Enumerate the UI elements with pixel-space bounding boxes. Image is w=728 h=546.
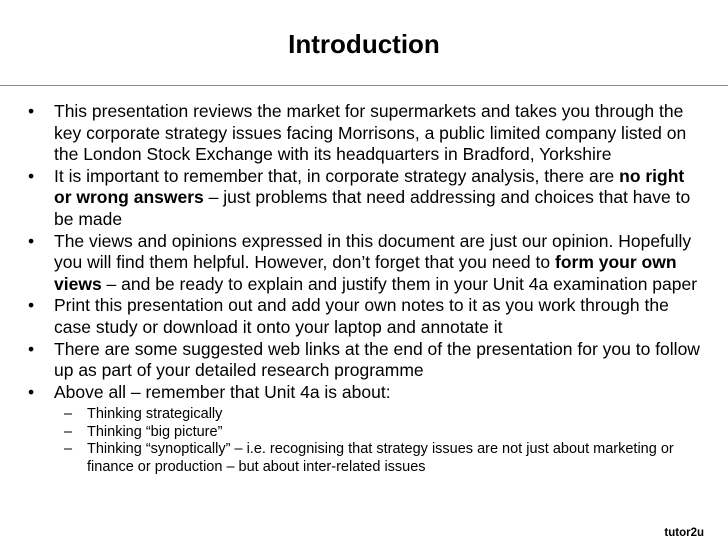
bullet-item <box>0 101 728 166</box>
sub-bullet-text: Thinking “synoptically” – i.e. recognising that strategy issues are not just about marketing or finance or production – but about inter-related issues <box>87 441 674 475</box>
sub-bullet-text: Thinking strategically <box>87 406 223 423</box>
bullet-item <box>0 339 728 382</box>
sub-bullet-marker: – <box>64 441 73 458</box>
sub-bullet-text: Thinking “big picture” <box>87 423 223 440</box>
bullet-text: – just problems that need addressing and choices that have to be made <box>54 187 691 229</box>
bullet-emphasis: form your own views <box>54 252 677 294</box>
bullet-list <box>0 101 728 476</box>
bullet-text: This presentation reviews the market for supermarkets and takes you through the key corporate strategy issues facing Morrisons, a public limited company listed on the London Stock Exchange with its headquarters in Bradford, Yorkshire <box>54 101 687 165</box>
bullet-item <box>0 382 728 477</box>
bullet-text: The views and opinions expressed in this document are just our opinion. Hopefully you will find them helpful. However, don’t forget that you need to <box>54 230 692 273</box>
bullet-text: There are some suggested web links at the end of the presentation for you to follow up as part of your detailed research programme <box>54 338 700 381</box>
sub-bullet-list <box>54 406 702 476</box>
bullet-emphasis: no right or wrong answers <box>54 165 685 208</box>
slide-title: Introduction <box>288 29 440 59</box>
bullet-text: Above all – remember that Unit 4a is about: <box>54 381 391 402</box>
footer-brand: tutor2u <box>664 527 704 539</box>
bullet-marker: • <box>28 101 35 121</box>
bullet-text: It is important to remember that, in corporate strategy analysis, there are <box>54 165 620 186</box>
bullet-item <box>0 295 728 338</box>
bullet-item <box>0 231 728 296</box>
bullet-marker: • <box>28 165 35 186</box>
bullet-marker: • <box>28 338 35 359</box>
sub-bullet-marker: – <box>64 406 73 423</box>
sub-bullet-item <box>54 441 702 476</box>
sub-bullet-item <box>54 406 702 424</box>
title-divider <box>0 85 728 86</box>
bullet-item <box>0 166 728 231</box>
sub-bullet-item <box>54 424 702 442</box>
bullet-marker: • <box>28 230 35 251</box>
bullet-text: – and be ready to explain and justify them in your Unit 4a examination paper <box>101 273 698 294</box>
sub-bullet-marker: – <box>64 423 73 440</box>
bullet-marker: • <box>28 295 35 316</box>
bullet-marker: • <box>28 381 35 402</box>
bullet-text: Print this presentation out and add your own notes to it as you work through the case study or download it onto your laptop and annotate it <box>54 295 669 337</box>
